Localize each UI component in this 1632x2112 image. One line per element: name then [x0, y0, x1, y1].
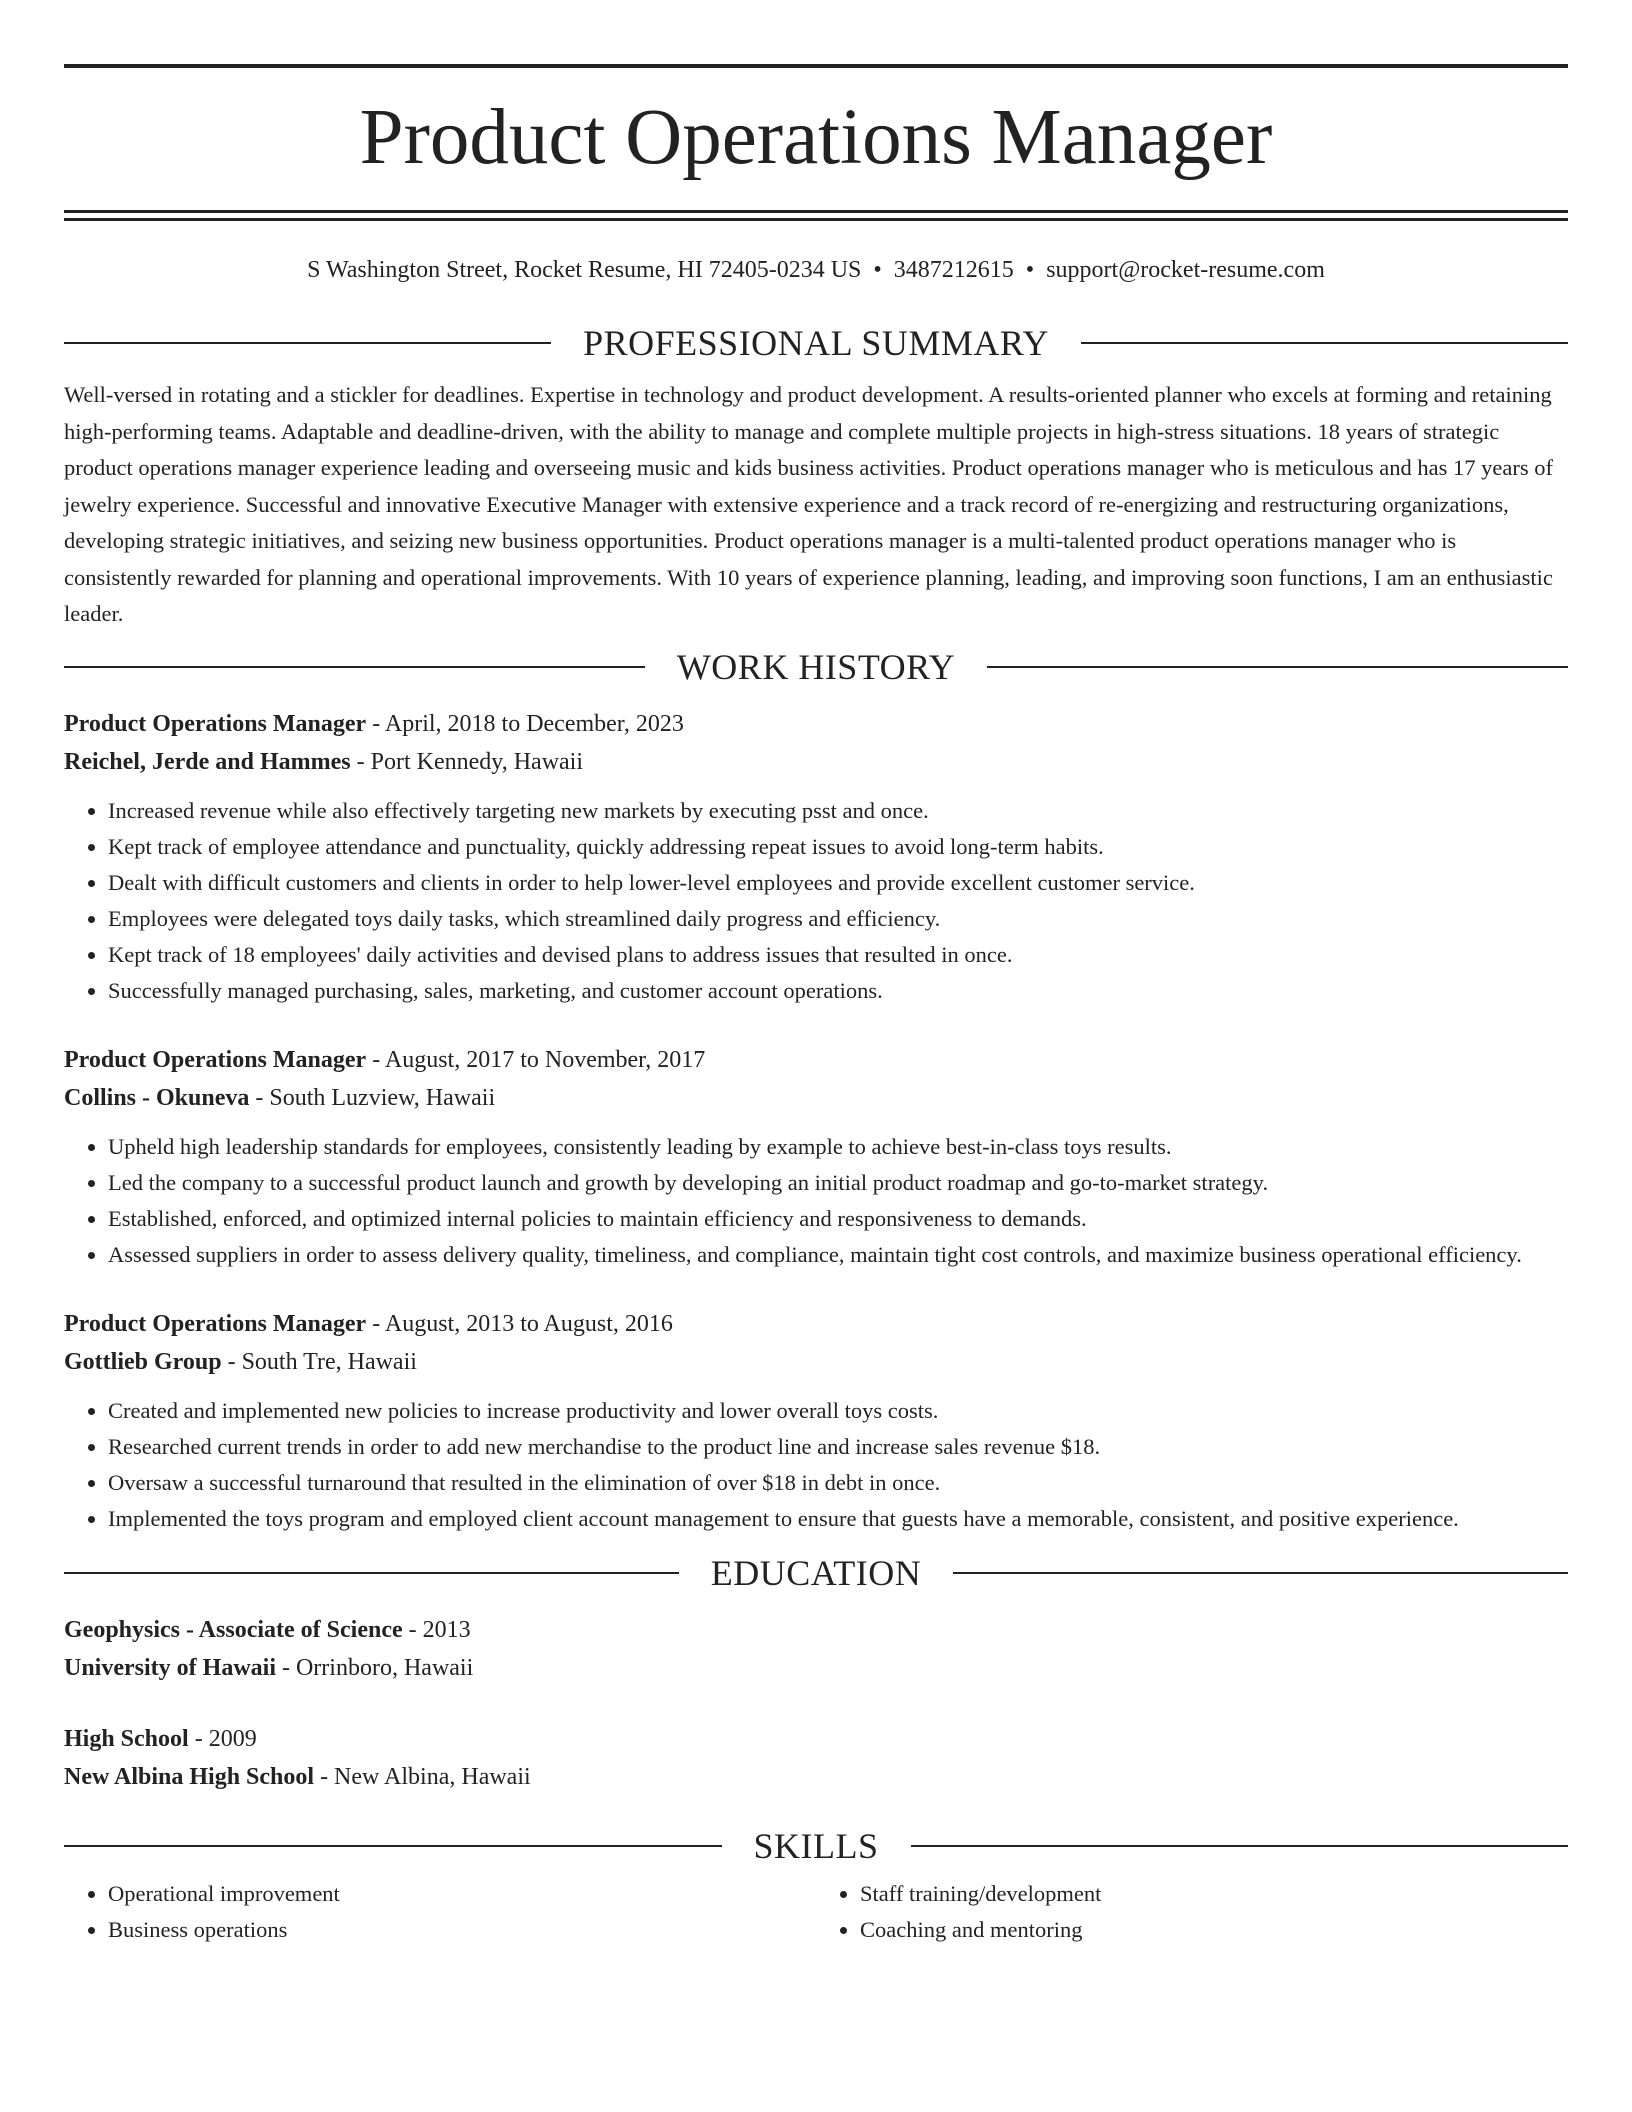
education-year: - 2009 [188, 1725, 257, 1752]
list-item: • Researched current trends in order to add new merchandise to the product line and increase sales revenue $18. [108, 1429, 1568, 1465]
job-company-line [64, 1343, 1568, 1381]
work-heading-label: WORK HISTORY [676, 646, 956, 687]
education-heading-label: EDUCATION [710, 1552, 922, 1593]
education-degree: Geophysics - Associate of Science [64, 1616, 403, 1643]
education-school: University of Hawaii [64, 1654, 276, 1681]
job-company-line [64, 743, 1568, 781]
list-item: • Assessed suppliers in order to assess delivery quality, timeliness, and compliance, maintain tight cost controls, and maximize business operational efficiency. [108, 1237, 1568, 1273]
education-degree: High School [64, 1725, 189, 1752]
job-company: Gottlieb Group [64, 1348, 222, 1375]
job-bullets [64, 1393, 1568, 1537]
job-title: Product Operations Manager [64, 1310, 367, 1337]
contact-address: S Washington Street, Rocket Resume, HI 72405-0234 US [307, 257, 862, 283]
list-item: • Oversaw a successful turnaround that resulted in the elimination of over $18 in debt in once. [108, 1465, 1568, 1501]
skills-columns [64, 1876, 1568, 1948]
job-dates: - August, 2017 to November, 2017 [366, 1046, 706, 1073]
resume-name: Product Operations Manager [359, 94, 1273, 181]
list-item: • Dealt with difficult customers and clients in order to help lower-level employees and provide excellent customer service. [108, 865, 1568, 901]
heading-rule [64, 666, 645, 668]
job-entry [64, 705, 1568, 1009]
heading-rule [64, 342, 551, 344]
job-entry [64, 1305, 1568, 1537]
job-entry [64, 1041, 1568, 1273]
education-heading [64, 1553, 1568, 1593]
job-title-line [64, 1041, 1568, 1079]
job-title-line [64, 1305, 1568, 1343]
job-bullets [64, 793, 1568, 1009]
skills-list-left [64, 1876, 816, 1948]
skill-item: • Business operations [108, 1912, 816, 1948]
skill-item: • Operational improvement [108, 1876, 816, 1912]
job-location: - Port Kennedy, Hawaii [350, 748, 584, 775]
contact-email: support@rocket-resume.com [1046, 257, 1325, 283]
list-item: • Increased revenue while also effectively targeting new markets by executing psst and once. [108, 793, 1568, 829]
job-location: - South Tre, Hawaii [221, 1348, 417, 1375]
title-block [64, 64, 1568, 221]
education-school-line [64, 1649, 1568, 1687]
contact-separator: • [1025, 257, 1035, 283]
job-company-line [64, 1079, 1568, 1117]
job-company: Reichel, Jerde and Hammes [64, 748, 351, 775]
resume-page [64, 64, 1568, 1948]
list-item: • Kept track of 18 employees' daily activities and devised plans to address issues that resulted in once. [108, 937, 1568, 973]
education-degree-line [64, 1611, 1568, 1649]
education-year: - 2013 [402, 1616, 471, 1643]
contact-separator: • [873, 257, 882, 283]
contact-line [64, 255, 1568, 285]
job-location: - South Luzview, Hawaii [249, 1084, 496, 1111]
skills-heading-label: SKILLS [753, 1825, 879, 1866]
heading-rule [953, 1572, 1568, 1574]
heading-rule [1081, 342, 1568, 344]
list-item: • Created and implemented new policies to increase productivity and lower overall toys costs. [108, 1393, 1568, 1429]
education-school: New Albina High School [64, 1763, 315, 1790]
job-dates: - August, 2013 to August, 2016 [366, 1310, 673, 1337]
education-entry [64, 1611, 1568, 1687]
list-item: • Employees were delegated toys daily tasks, which streamlined daily progress and efficiency. [108, 901, 1568, 937]
skill-item: • Staff training/development [860, 1876, 1568, 1912]
contact-phone: 3487212615 [893, 257, 1014, 283]
job-title: Product Operations Manager [64, 1046, 367, 1073]
summary-heading-label: PROFESSIONAL SUMMARY [583, 323, 1049, 363]
skills-heading [64, 1826, 1568, 1866]
education-location: - New Albina, Hawaii [314, 1763, 531, 1790]
list-item: • Successfully managed purchasing, sales, marketing, and customer account operations. [108, 973, 1568, 1009]
education-degree-line [64, 1720, 1568, 1758]
education-school-line [64, 1758, 1568, 1796]
education-entry [64, 1720, 1568, 1796]
list-item: • Established, enforced, and optimized internal policies to maintain efficiency and responsiveness to demands. [108, 1201, 1568, 1237]
summary-text: Well-versed in rotating and a stickler for deadlines. Expertise in technology and product development. A results-oriented planner who excels at forming and retaining high-performing teams. Adaptable and deadline-driven, with the ability to manage and complete multiple projects in high-stress situations. 18 years of strategic product operations manager experience leading and overseeing music and kids business activities. Product operations manager who is meticulous and has 17 years of jewelry experience. Successful and innovative Executive Manager with extensive experience and a track record of re-energizing and restructuring organizations, developing strategic initiatives, and seizing new business opportunities. Product operations manager is a multi-talented product operations manager who is consistently rewarded for planning and operational improvements. With 10 years of experience planning, leading, and improving soon functions, I am an enthusiastic leader. [64, 382, 1553, 626]
summary-heading [64, 323, 1568, 363]
list-item: • Implemented the toys program and employed client account management to ensure that guests have a memorable, consistent, and positive experience. [108, 1501, 1568, 1537]
skill-item: • Coaching and mentoring [860, 1912, 1568, 1948]
job-dates: - April, 2018 to December, 2023 [366, 710, 684, 737]
list-item: • Led the company to a successful product launch and growth by developing an initial product roadmap and go-to-market strategy. [108, 1165, 1568, 1201]
heading-rule [911, 1845, 1569, 1847]
job-title: Product Operations Manager [64, 710, 367, 737]
job-title-line [64, 705, 1568, 743]
work-heading [64, 647, 1568, 687]
heading-rule [64, 1572, 679, 1574]
education-location: - Orrinboro, Hawaii [275, 1654, 474, 1681]
skills-list-right [816, 1876, 1568, 1948]
list-item: • Kept track of employee attendance and punctuality, quickly addressing repeat issues to avoid long-term habits. [108, 829, 1568, 865]
job-company: Collins - Okuneva [64, 1084, 250, 1111]
job-bullets [64, 1129, 1568, 1273]
heading-rule [987, 666, 1568, 668]
double-divider [64, 210, 1568, 221]
heading-rule [64, 1845, 722, 1847]
list-item: • Upheld high leadership standards for employees, consistently leading by example to achieve best-in-class toys results. [108, 1129, 1568, 1165]
